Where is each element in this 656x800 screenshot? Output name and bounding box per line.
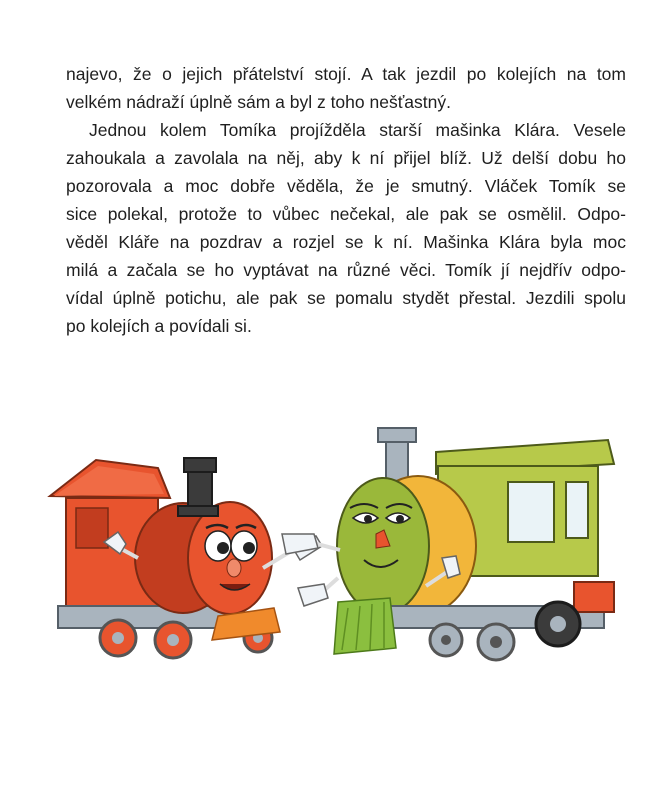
text-line: vídal úplně potichu, ale pak se pomalu stydět přestal. Jezdili spolu [66, 288, 626, 308]
story-text [66, 60, 626, 340]
text-line: pozorovala a moc dobře věděla, že je smutný. Vláček Tomík se [66, 176, 626, 196]
text-line: po kolejích a povídali si. [66, 316, 252, 336]
text-line: Jednou kolem Tomíka projížděla starší mašinka Klára. Vesele [89, 120, 626, 140]
text-line: velkém nádraží úplně sám a byl z toho nešťastný. [66, 92, 451, 112]
text-line: milá a začala se ho vyptávat na různé věci. Tomík jí nejdřív odpo- [66, 260, 626, 280]
text-line: sice polekal, protože to vůbec nečekal, ale pak se osmělil. Odpo- [66, 204, 626, 224]
text-line: najevo, že o jejich přátelství stojí. A tak jezdil po kolejích na tom [66, 64, 626, 84]
yellow-train [282, 428, 614, 660]
trains-illustration [38, 418, 626, 700]
red-train [50, 458, 322, 658]
text-line: věděl Kláře na pozdrav a rozjel se k ní. Mašinka Klára byla moc [66, 232, 626, 252]
text-line: zahoukala a zavolala na něj, aby k ní přijel blíž. Už delší dobu ho [66, 148, 626, 168]
